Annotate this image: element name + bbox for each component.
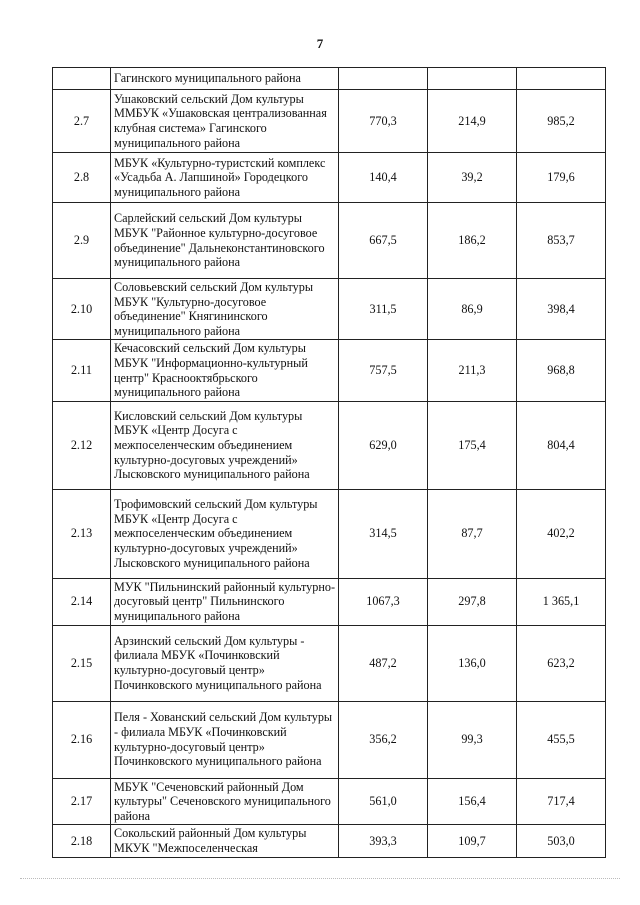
table-row [53, 625, 606, 701]
value-cell-1: 140,4 [339, 153, 428, 203]
row-number-cell: 2.9 [53, 203, 111, 279]
row-name-cell: МБУК "Сеченовский районный Дом культуры" Сеченовского муниципального района [111, 778, 339, 825]
row-name-cell: Ушаковский сельский Дом культуры ММБУК «Ушаковская централизованная клубная система» Гагинского муниципального района [111, 90, 339, 153]
value-cell-3: 804,4 [517, 401, 606, 489]
value-cell-3: 853,7 [517, 203, 606, 279]
value-cell-3: 623,2 [517, 625, 606, 701]
value-cell-2: 175,4 [428, 401, 517, 489]
value-cell-3: 503,0 [517, 825, 606, 857]
row-number-cell: 2.11 [53, 340, 111, 401]
value-cell-1: 1067,3 [339, 578, 428, 625]
table-row [53, 153, 606, 203]
value-cell-2: 186,2 [428, 203, 517, 279]
value-cell-1: 667,5 [339, 203, 428, 279]
value-cell-1: 770,3 [339, 90, 428, 153]
row-number-cell: 2.17 [53, 778, 111, 825]
row-name-cell: Арзинский сельский Дом культуры - филиала МБУК «Починковский культурно-досуговый центр» Починковского муниципального района [111, 625, 339, 701]
value-cell-2: 39,2 [428, 153, 517, 203]
table-row [53, 578, 606, 625]
row-number-cell: 2.7 [53, 90, 111, 153]
value-cell-1: 311,5 [339, 279, 428, 340]
row-number-cell: 2.13 [53, 489, 111, 578]
value-cell-2 [428, 68, 517, 90]
value-cell-3: 1 365,1 [517, 578, 606, 625]
value-cell-2: 87,7 [428, 489, 517, 578]
page-number: 7 [316, 36, 324, 51]
value-cell-2: 109,7 [428, 825, 517, 857]
value-cell-1: 487,2 [339, 625, 428, 701]
row-name-cell: Сокольский районный Дом культуры МКУК "Межпоселенческая [111, 825, 339, 857]
value-cell-3: 968,8 [517, 340, 606, 401]
row-name-cell: МУК "Пильнинский районный культурно-досуговый центр" Пильнинского муниципального района [111, 578, 339, 625]
value-cell-3: 985,2 [517, 90, 606, 153]
row-name-cell: Пеля - Хованский сельский Дом культуры - филиала МБУК «Починковский культурно-досуговый центр» Починковского муниципального района [111, 701, 339, 778]
row-number-cell: 2.12 [53, 401, 111, 489]
value-cell-1 [339, 68, 428, 90]
value-cell-2: 136,0 [428, 625, 517, 701]
row-name-cell: МБУК «Культурно-туристский комплекс «Усадьба А. Лапшиной» Городецкого муниципального района [111, 153, 339, 203]
row-number-cell: 2.16 [53, 701, 111, 778]
value-cell-1: 356,2 [339, 701, 428, 778]
value-cell-1: 314,5 [339, 489, 428, 578]
row-name-cell: Трофимовский сельский Дом культуры МБУК «Центр Досуга с межпоселенческим объединением культурно-досуговых учреждений» Лысковского муниципального района [111, 489, 339, 578]
table-row [53, 701, 606, 778]
value-cell-2: 99,3 [428, 701, 517, 778]
value-cell-1: 629,0 [339, 401, 428, 489]
value-cell-2: 214,9 [428, 90, 517, 153]
value-cell-3: 398,4 [517, 279, 606, 340]
budget-table [52, 67, 606, 858]
value-cell-3: 717,4 [517, 778, 606, 825]
value-cell-3: 179,6 [517, 153, 606, 203]
row-number-cell: 2.10 [53, 279, 111, 340]
row-number-cell: 2.14 [53, 578, 111, 625]
table-row [53, 825, 606, 857]
table-row [53, 203, 606, 279]
table-row [53, 90, 606, 153]
row-name-cell: Кисловский сельский Дом культуры МБУК «Центр Досуга с межпоселенческим объединением культурно-досуговых учреждений» Лысковского муниципального района [111, 401, 339, 489]
row-number-cell: 2.18 [53, 825, 111, 857]
table-row-continuation [53, 68, 606, 90]
value-cell-2: 86,9 [428, 279, 517, 340]
value-cell-2: 211,3 [428, 340, 517, 401]
page-bottom-rule [20, 878, 620, 879]
table-row [53, 401, 606, 489]
value-cell-3: 455,5 [517, 701, 606, 778]
table-row [53, 340, 606, 401]
row-name-cell: Кечасовский сельский Дом культуры МБУК "Информационно-культурный центр" Краснооктябрьского муниципального района [111, 340, 339, 401]
table-row [53, 778, 606, 825]
value-cell-2: 156,4 [428, 778, 517, 825]
row-name-cell: Соловьевский сельский Дом культуры МБУК "Культурно-досуговое объединение" Княгининского муниципального района [111, 279, 339, 340]
row-number-cell: 2.15 [53, 625, 111, 701]
row-name-cell: Гагинского муниципального района [111, 68, 339, 90]
value-cell-1: 757,5 [339, 340, 428, 401]
table-row [53, 279, 606, 340]
row-name-cell: Сарлейский сельский Дом культуры МБУК "Районное культурно-досуговое объединение" Дальнеконстантиновского муниципального района [111, 203, 339, 279]
value-cell-2: 297,8 [428, 578, 517, 625]
table-row [53, 489, 606, 578]
row-number-cell: 2.8 [53, 153, 111, 203]
value-cell-3 [517, 68, 606, 90]
value-cell-3: 402,2 [517, 489, 606, 578]
row-number-cell [53, 68, 111, 90]
value-cell-1: 393,3 [339, 825, 428, 857]
value-cell-1: 561,0 [339, 778, 428, 825]
